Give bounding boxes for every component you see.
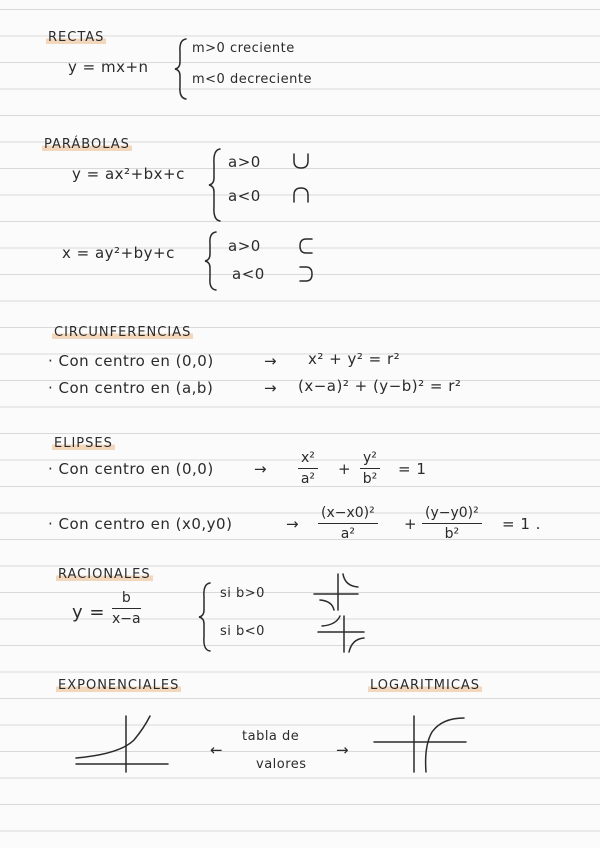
rectas-equation: y = mx+n [68, 58, 149, 76]
circ-line-1-text: · Con centro en (0,0) [48, 352, 214, 370]
fraction-x2-a2 [298, 450, 318, 487]
arrow-right: → [286, 515, 300, 533]
racionales-case-2: si b<0 [220, 624, 265, 639]
fraction-numerator: b [112, 590, 141, 609]
exponenciales-title: EXPONENCIALES [58, 678, 180, 693]
fraction-denominator: a² [300, 471, 316, 487]
parabolas-title: PARÁBOLAS [44, 137, 130, 152]
racionales-brace [198, 582, 212, 652]
plus-sign: + [404, 515, 418, 533]
arrow-right: → [254, 460, 268, 478]
parabola-brace-2 [204, 231, 218, 291]
fraction-yy0-b2 [422, 505, 482, 542]
fraction-numerator: y² [360, 450, 380, 469]
hyperbola-negative-icon [316, 614, 366, 654]
parabola-2-case-2: a<0 [232, 265, 265, 283]
rectas-brace [174, 38, 188, 100]
elipse-line-2-text: · Con centro en (x0,y0) [48, 515, 233, 533]
arrow-right: → [336, 741, 350, 759]
fraction-denominator: a² [340, 526, 355, 542]
circ-line-1-eq: x² + y² = r² [308, 350, 401, 368]
circunferencias-title: CIRCUNFERENCIAS [54, 325, 192, 340]
fraction-b-over-x-a [112, 590, 141, 627]
circ-line-2-eq: (x−a)² + (y−b)² = r² [298, 377, 462, 395]
arrow-right: → [264, 379, 278, 397]
elipse-line-2-rhs: = 1 . [502, 515, 541, 533]
elipses-title: ELIPSES [54, 436, 113, 451]
circ-line-2-text: · Con centro en (a,b) [48, 379, 214, 397]
cup-down-icon [292, 187, 310, 203]
cup-up-icon [292, 153, 310, 169]
parabola-eq-vertical: y = ax²+bx+c [72, 165, 185, 183]
racionales-y-label: y = [72, 602, 105, 623]
parabola-2-case-1: a>0 [228, 237, 261, 255]
open-right-icon [298, 266, 314, 282]
fraction-y2-b2 [360, 450, 380, 487]
parabola-brace-1 [208, 148, 222, 222]
racionales-title: RACIONALES [58, 567, 151, 582]
fraction-numerator: (x−x0)² [318, 505, 378, 524]
elipse-line-1-text: · Con centro en (0,0) [48, 460, 214, 478]
open-left-icon [298, 238, 314, 254]
fraction-denominator: b² [444, 526, 460, 542]
plus-sign: + [338, 460, 352, 478]
tabla-line-2: valores [256, 757, 307, 772]
parabola-1-case-2: a<0 [228, 187, 261, 205]
rectas-title: RECTAS [48, 30, 105, 45]
rectas-case-2: m<0 decreciente [192, 72, 313, 87]
tabla-line-1: tabla de [242, 729, 300, 744]
logaritmicas-title: LOGARITMICAS [370, 678, 481, 693]
exponential-graph [72, 712, 172, 774]
hyperbola-positive-icon [312, 572, 360, 612]
fraction-xx0-a2 [318, 505, 378, 542]
parabola-eq-horizontal: x = ay²+by+c [62, 244, 175, 262]
elipse-line-1-rhs: = 1 [398, 460, 427, 478]
fraction-denominator: x−a [112, 611, 141, 627]
parabola-1-case-1: a>0 [228, 153, 261, 171]
fraction-numerator: x² [298, 450, 318, 469]
arrow-right: → [264, 352, 278, 370]
arrow-left: ← [210, 741, 224, 759]
logarithmic-graph [370, 712, 470, 774]
racionales-case-1: si b>0 [220, 586, 265, 601]
rectas-case-1: m>0 creciente [192, 41, 295, 56]
fraction-numerator: (y−y0)² [422, 505, 482, 524]
fraction-denominator: b² [362, 471, 378, 487]
